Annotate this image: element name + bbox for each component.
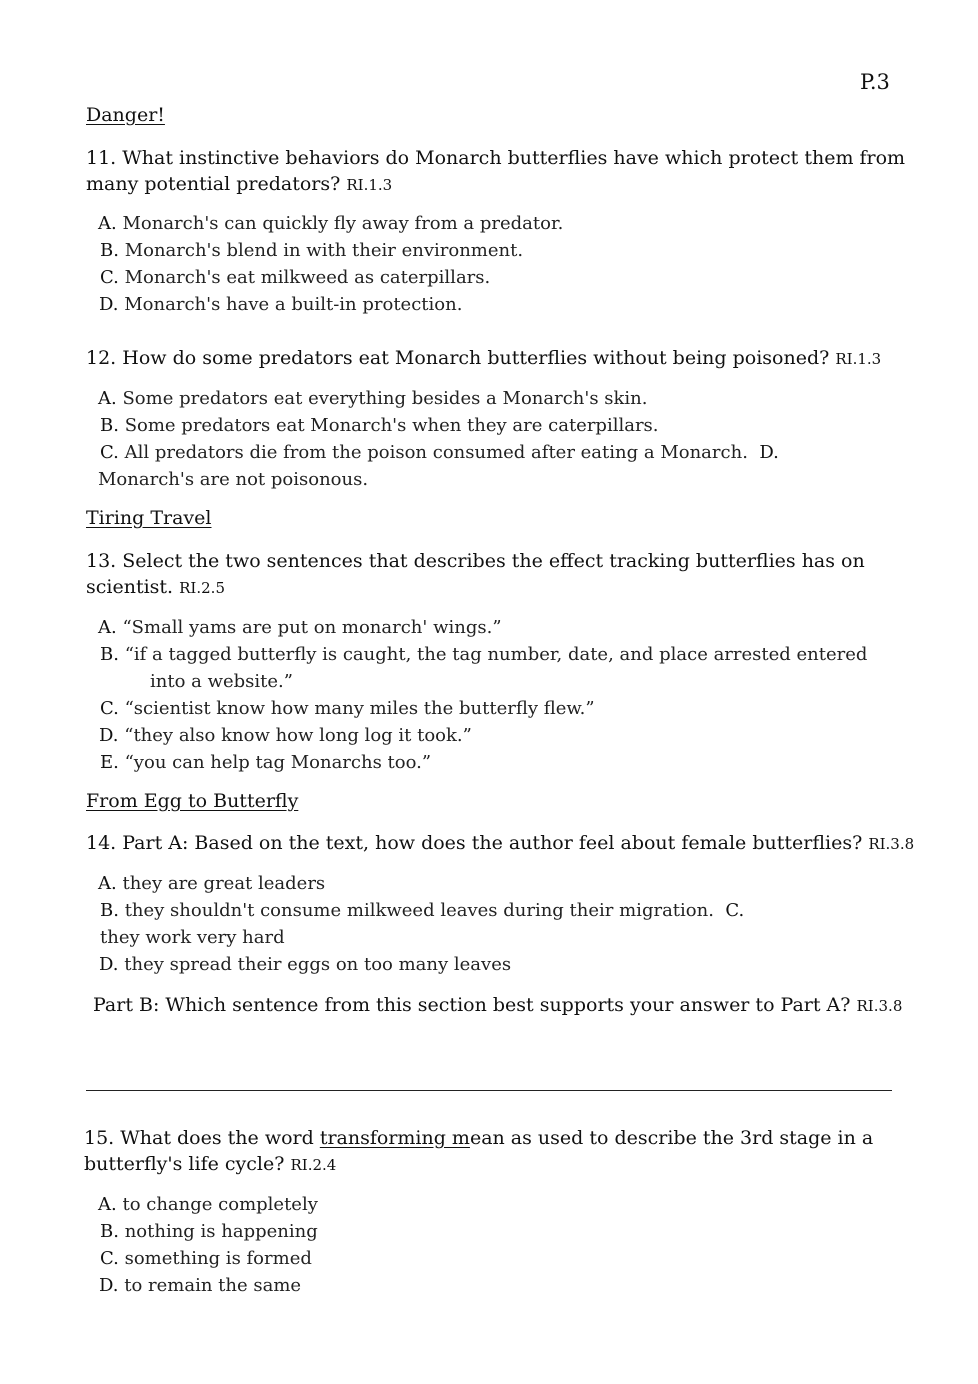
option-letter: C. (725, 900, 745, 921)
option-text: “you can help tag Monarchs too.” (124, 752, 432, 773)
q13-options (98, 614, 867, 776)
option-text: Monarch's have a built-in protection. (124, 294, 463, 315)
q15-option-b[interactable] (98, 1218, 318, 1245)
option-letter: C. (100, 698, 119, 719)
option-letter: C. (100, 267, 119, 288)
q13-option-c[interactable] (98, 695, 867, 722)
option-letter: E. (100, 752, 119, 773)
standard-code: RI.3.8 (868, 835, 915, 853)
option-text: “Small yams are put on monarch' wings.” (122, 617, 502, 638)
option-text: All predators die from the poison consumed after eating a Monarch. (124, 442, 748, 463)
q11-option-d[interactable] (98, 291, 563, 318)
q15-option-a[interactable] (98, 1191, 318, 1218)
standard-code: RI.2.4 (290, 1156, 337, 1174)
question-12 (86, 345, 926, 372)
option-text: they work very hard (100, 927, 285, 948)
option-text: to change completely (122, 1194, 318, 1215)
q15-options (98, 1191, 318, 1299)
question-13-line1: 13. Select the two sentences that describes the effect tracking butterflies has on (86, 550, 865, 572)
option-text: Some predators eat everything besides a Monarch's skin. (122, 388, 648, 409)
option-text: Monarch's blend in with their environment. (124, 240, 524, 261)
q12-option-c[interactable] (98, 439, 779, 466)
option-text: nothing is happening (124, 1221, 318, 1242)
option-text: they shouldn't consume milkweed leaves during their migration. (124, 900, 714, 921)
question-14-part-b-text: Part B: Which sentence from this section best supports your answer to Part A? (93, 994, 851, 1016)
question-11-line1: 11. What instinctive behaviors do Monarch butterflies have which protect them from (86, 147, 906, 169)
q13-option-e[interactable] (98, 749, 867, 776)
option-text: into a website.” (150, 671, 293, 692)
option-letter: B. (100, 900, 119, 921)
standard-code: RI.1.3 (835, 350, 882, 368)
option-letter: D. (99, 1275, 119, 1296)
option-letter: B. (100, 415, 119, 436)
option-text: Monarch's can quickly fly away from a predator. (122, 213, 564, 234)
q15-option-c[interactable] (98, 1245, 318, 1272)
question-11-line2-text: many potential predators? (86, 173, 341, 195)
option-letter: B. (100, 1221, 119, 1242)
question-15 (84, 1125, 924, 1178)
q15-option-d[interactable] (98, 1272, 318, 1299)
question-15-line1 (84, 1125, 924, 1151)
option-letter: D. (99, 954, 119, 975)
standard-code: RI.3.8 (856, 997, 903, 1015)
option-letter: A. (98, 213, 117, 234)
q12-option-a[interactable] (98, 385, 779, 412)
q13-option-d[interactable] (98, 722, 867, 749)
option-text: to remain the same (124, 1275, 302, 1296)
question-14-part-b (93, 992, 963, 1019)
question-13 (86, 548, 906, 601)
answer-line[interactable] (86, 1090, 892, 1091)
q13-option-b[interactable] (98, 641, 867, 668)
question-11 (86, 145, 906, 198)
option-letter: B. (100, 644, 119, 665)
q13-option-a[interactable] (98, 614, 867, 641)
q13-option-b-continued (98, 668, 867, 695)
option-text: they are great leaders (122, 873, 326, 894)
question-15-text-b: ean as used to describe the 3rd stage in a (469, 1127, 874, 1149)
question-13-line2 (86, 574, 906, 601)
option-text: “they also know how long log it took.” (124, 725, 472, 746)
question-14-text: 14. Part A: Based on the text, how does the author feel about female butterflies? (86, 832, 863, 854)
question-15-line2 (84, 1151, 924, 1178)
option-text: “scientist know how many miles the butterfly flew.” (124, 698, 595, 719)
q11-option-b[interactable] (98, 237, 563, 264)
option-letter: A. (98, 873, 117, 894)
q14-option-b[interactable] (98, 897, 744, 924)
q12-option-b[interactable] (98, 412, 779, 439)
question-11-line2 (86, 171, 906, 198)
option-letter: D. (759, 442, 779, 463)
option-letter: D. (99, 725, 119, 746)
q11-options (98, 210, 563, 318)
option-text: Monarch's are not poisonous. (98, 469, 369, 490)
option-letter: B. (100, 240, 119, 261)
q14-options (98, 870, 744, 978)
option-text: they spread their eggs on too many leaves (124, 954, 512, 975)
section-heading-danger: Danger! (86, 104, 165, 126)
vocab-word: transforming m (319, 1127, 470, 1149)
q14-option-c[interactable] (98, 924, 744, 951)
option-letter: A. (98, 617, 117, 638)
option-letter: D. (99, 294, 119, 315)
option-text: something is formed (124, 1248, 312, 1269)
q12-options (98, 385, 779, 493)
option-letter: C. (100, 442, 119, 463)
question-14 (86, 830, 946, 857)
q12-option-d[interactable] (98, 466, 779, 493)
option-text: Some predators eat Monarch's when they are caterpillars. (124, 415, 659, 436)
option-letter: C. (100, 1248, 119, 1269)
option-text: Monarch's eat milkweed as caterpillars. (124, 267, 491, 288)
question-13-line2-text: scientist. (86, 576, 174, 598)
q14-option-a[interactable] (98, 870, 744, 897)
page-number: P.3 (860, 70, 890, 94)
question-12-text: 12. How do some predators eat Monarch butterflies without being poisoned? (86, 347, 830, 369)
option-letter: A. (98, 1194, 117, 1215)
q14-option-d[interactable] (98, 951, 744, 978)
q11-option-c[interactable] (98, 264, 563, 291)
question-15-line2-text: butterfly's life cycle? (84, 1153, 285, 1175)
section-heading-egg-to-butterfly: From Egg to Butterfly (86, 790, 299, 812)
question-15-text-a: 15. What does the word (84, 1127, 320, 1149)
section-heading-tiring-travel: Tiring Travel (86, 507, 212, 529)
standard-code: RI.2.5 (179, 579, 225, 597)
standard-code: RI.1.3 (346, 176, 393, 194)
option-text: “if a tagged butterfly is caught, the tag number, date, and place arrested entered (124, 644, 868, 665)
option-letter: A. (98, 388, 117, 409)
q11-option-a[interactable] (98, 210, 563, 237)
